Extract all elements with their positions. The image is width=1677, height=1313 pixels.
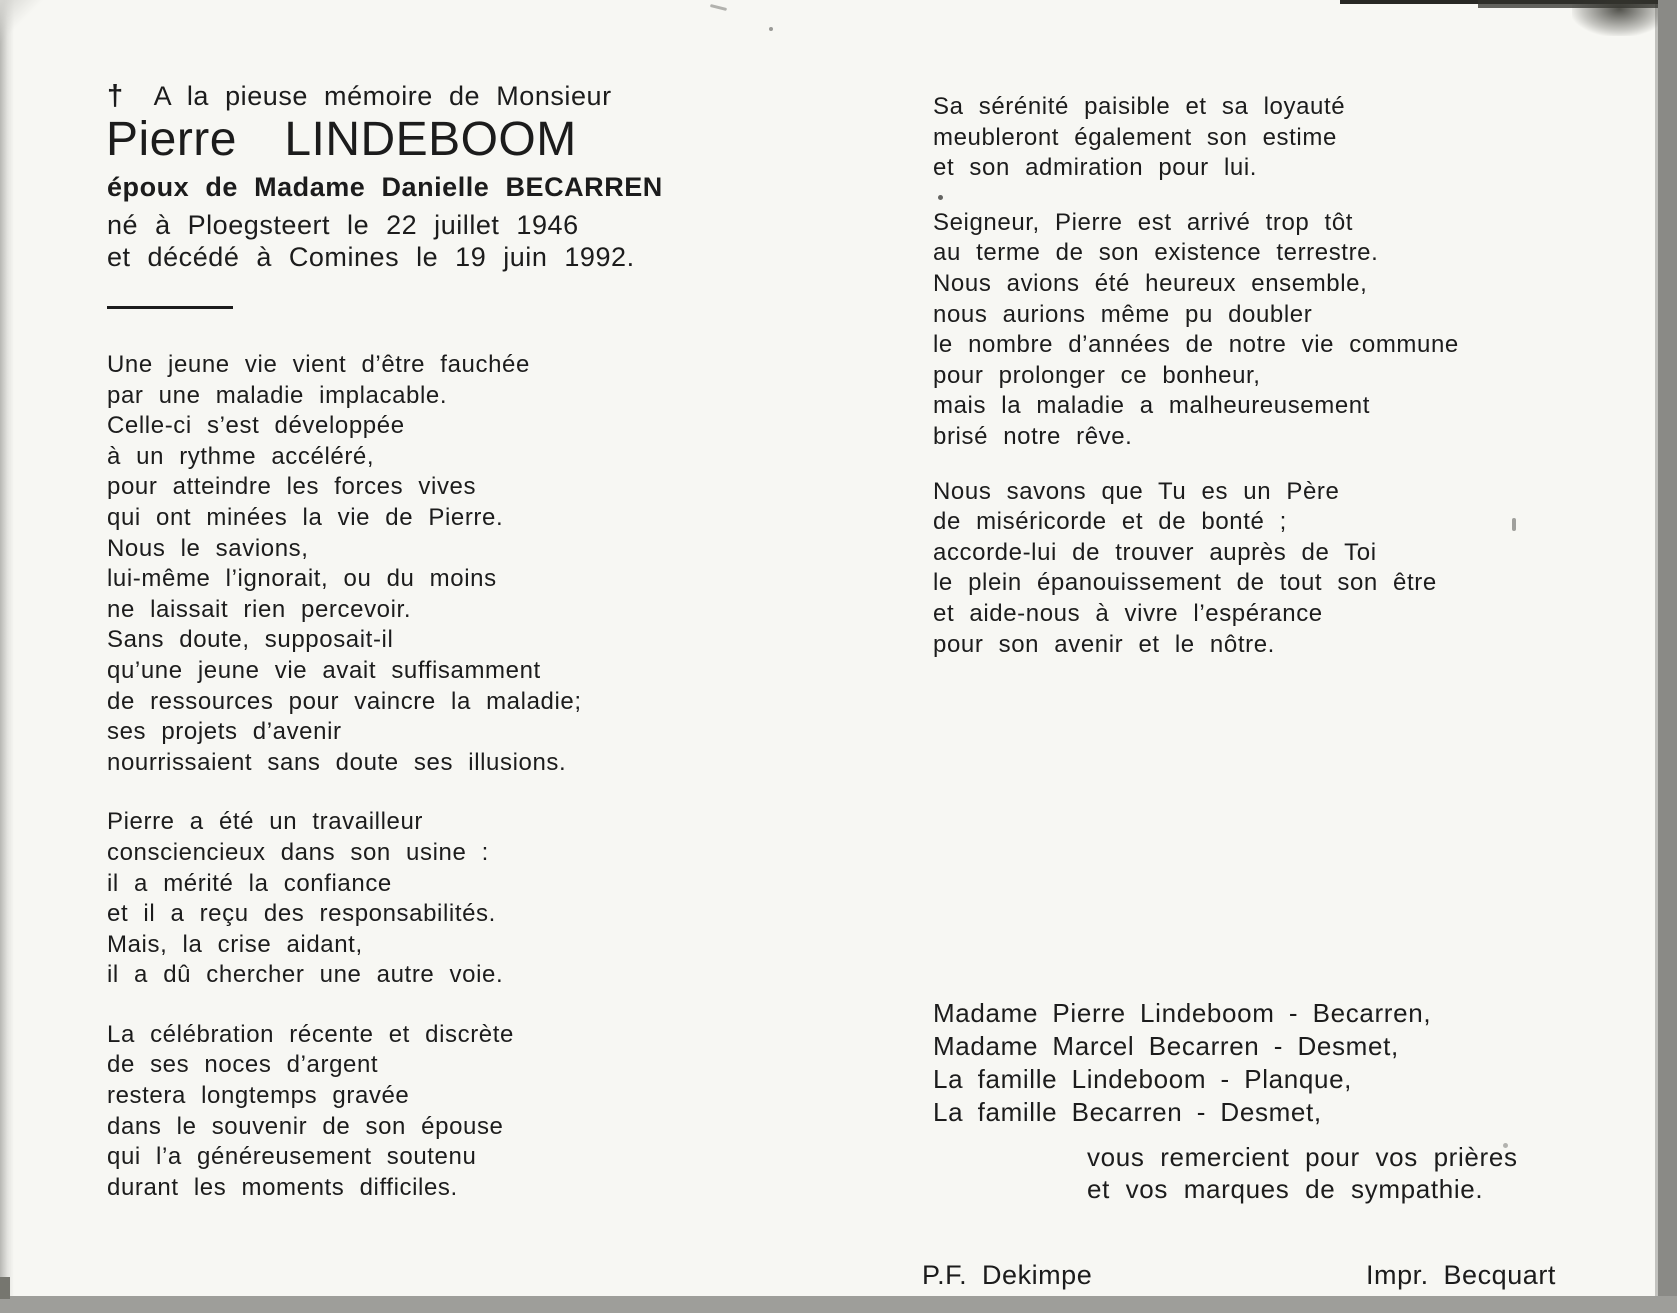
text-line: de ressources pour vaincre la maladie; (107, 687, 582, 715)
text-line: Celle-ci s’est développée (107, 412, 405, 440)
text-line: Seigneur, Pierre est arrivé trop tôt (933, 208, 1354, 236)
text-line: vous remercient pour vos prières (1087, 1142, 1518, 1172)
deceased-name: Pierre LINDEBOOM (106, 113, 577, 166)
text-line: il a mérité la confiance (107, 869, 392, 897)
family-names-list (933, 997, 1431, 1129)
text-line: dans le souvenir de son épouse (107, 1112, 504, 1140)
text-line: qui l’a généreusement soutenu (107, 1143, 477, 1171)
text-line: il a dû chercher une autre voie. (107, 961, 504, 989)
scan-speck (710, 4, 727, 11)
text-line: Nous avions été heureux ensemble, (933, 269, 1368, 297)
text-line: durant les moments difficiles. (107, 1173, 458, 1201)
text-line: Une jeune vie vient d’être fauchée (107, 351, 530, 378)
death-line: et décédé à Comines le 19 juin 1992. (107, 242, 635, 272)
text-line: qui ont minées la vie de Pierre. (107, 503, 504, 531)
text-line: pour son avenir et le nôtre. (933, 630, 1275, 658)
text-line: Sa sérénité paisible et sa loyauté (933, 93, 1346, 120)
spouse-line: époux de Madame Danielle BECARREN (107, 172, 663, 202)
paragraph-illness (107, 350, 747, 778)
scan-speck (769, 27, 773, 31)
text-line: Pierre a été un travailleur (107, 808, 424, 836)
paragraph-anniversary (107, 1020, 747, 1204)
text-line: mais la maladie a malheureusement (933, 392, 1371, 420)
text-line: de miséricorde et de bonté ; (933, 508, 1287, 536)
dedication-text: A la pieuse mémoire de Monsieur (153, 81, 612, 111)
text-line: par une maladie implacable. (107, 381, 448, 409)
text-line: à un rythme accéléré, (107, 442, 375, 470)
text-line: au terme de son existence terrestre. (933, 239, 1379, 267)
text-line: ses projets d’avenir (107, 718, 342, 746)
cross-icon: † (107, 80, 124, 112)
birth-line: né à Ploegsteert le 22 juillet 1946 (107, 210, 579, 240)
text-line: le nombre d’années de notre vie commune (933, 331, 1459, 359)
divider-rule (107, 306, 233, 309)
text-line: et il a reçu des responsabilités. (107, 900, 496, 928)
text-line: ne laissait rien percevoir. (107, 595, 412, 623)
text-line: nourrissaient sans doute ses illusions. (107, 748, 567, 776)
text-line: Nous savons que Tu es un Père (933, 477, 1340, 505)
funeral-home-credit: P.F. Dekimpe (922, 1260, 1093, 1290)
text-line: nous aurions même pu doubler (933, 300, 1313, 328)
text-line: pour prolonger ce bonheur, (933, 361, 1261, 389)
text-line: Nous le savions, (107, 534, 309, 562)
thanks-lines (1087, 1141, 1518, 1205)
text-line: le plein épanouissement de tout son être (933, 569, 1437, 597)
text-line: restera longtemps gravée (107, 1082, 410, 1110)
text-line: accorde-lui de trouver auprès de Toi (933, 538, 1377, 566)
text-line: La famille Lindeboom - Planque, (933, 1064, 1353, 1094)
printer-credit: Impr. Becquart (1366, 1260, 1556, 1290)
text-line: et son admiration pour lui. (933, 154, 1258, 182)
text-line: consciencieux dans son usine : (107, 838, 489, 866)
scan-edge-right (1655, 0, 1677, 1313)
text-line: et vos marques de sympathie. (1087, 1174, 1484, 1204)
text-line: meubleront également son estime (933, 123, 1337, 151)
text-line: qu’une jeune vie avait suffisamment (107, 656, 541, 684)
text-line: La famille Becarren - Desmet, (933, 1097, 1322, 1127)
paragraph-work (107, 807, 747, 991)
right-text-column (933, 92, 1533, 684)
text-line: Madame Pierre Lindeboom - Becarren, (933, 998, 1432, 1028)
left-text-column (107, 350, 747, 1232)
text-line: lui-même l’ignorait, ou du moins (107, 565, 497, 593)
scan-edge-bottom (0, 1296, 1677, 1313)
scan-corner-mark (0, 1277, 10, 1299)
scan-edge-left (0, 0, 14, 1313)
paragraph-prayer (933, 208, 1533, 453)
text-line: Sans doute, supposait-il (107, 626, 394, 654)
text-line: pour atteindre les forces vives (107, 473, 477, 501)
text-line: La célébration récente et discrète (107, 1020, 514, 1048)
text-line: brisé notre rêve. (933, 422, 1133, 450)
scan-crease (0, 0, 90, 110)
paragraph-esteem (933, 92, 1533, 184)
text-line: Madame Marcel Becarren - Desmet, (933, 1031, 1399, 1061)
dedication-line (107, 80, 612, 113)
text-line: et aide-nous à vivre l’espérance (933, 599, 1323, 627)
paragraph-hope (933, 477, 1533, 661)
text-line: de ses noces d’argent (107, 1051, 379, 1079)
scan-smudge (1572, 0, 1658, 36)
text-line: Mais, la crise aidant, (107, 930, 363, 958)
